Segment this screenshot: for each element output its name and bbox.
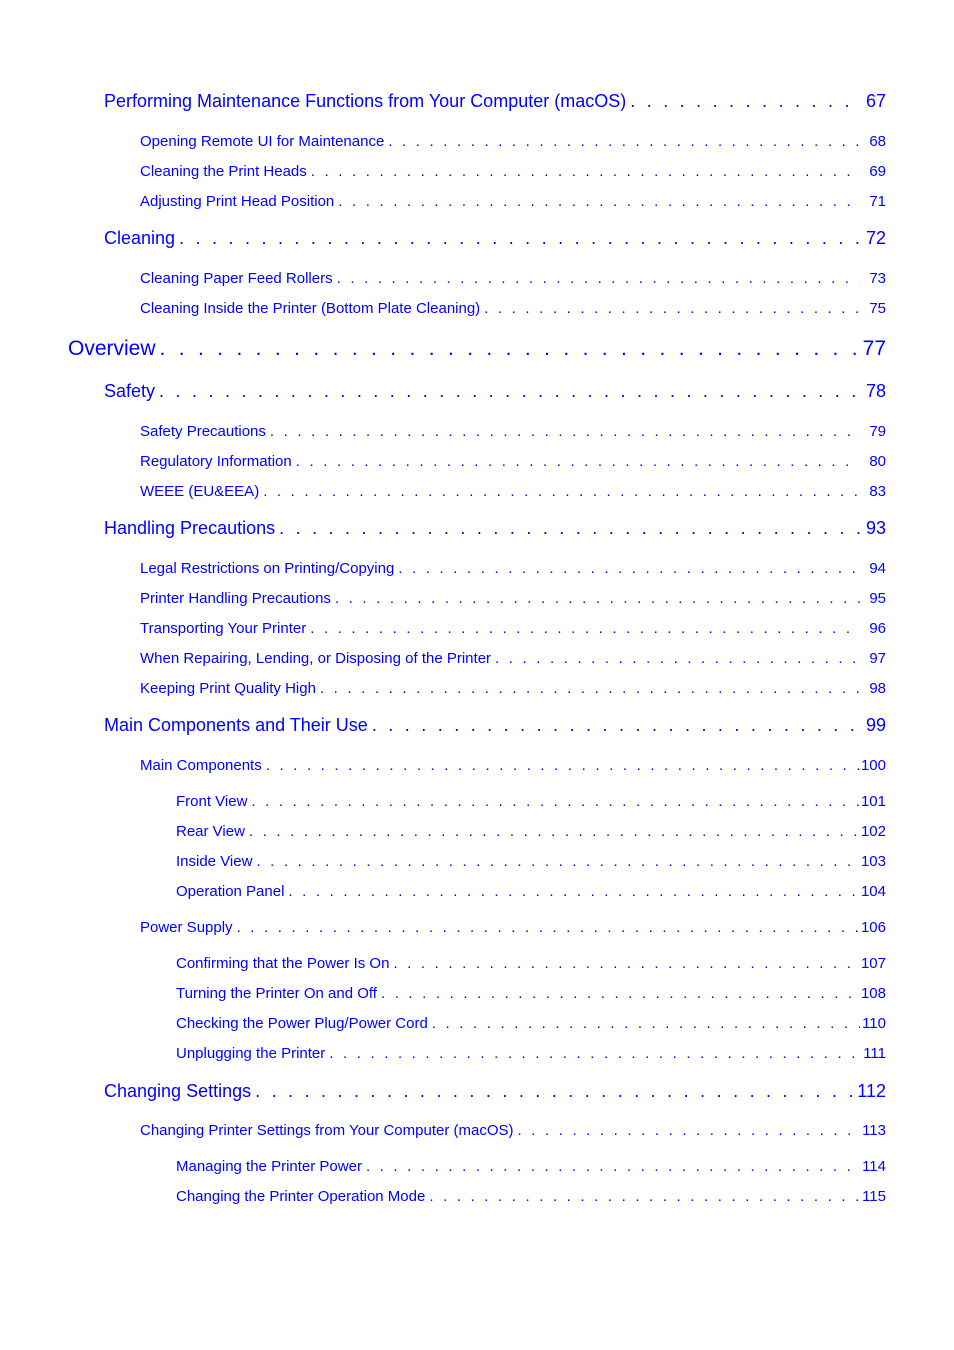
- toc-entry-title: Opening Remote UI for Maintenance: [140, 133, 385, 150]
- toc-entry-page: 79: [869, 423, 886, 440]
- toc-entry-page: 111: [863, 1045, 886, 1062]
- toc-entry-title: Printer Handling Precautions: [140, 590, 331, 607]
- toc-entry[interactable]: [176, 853, 886, 873]
- toc-entry[interactable]: [176, 793, 886, 813]
- toc-entry-title: Power Supply: [140, 919, 233, 936]
- toc-entry[interactable]: [140, 620, 886, 640]
- toc-entry-title: Main Components and Their Use: [104, 715, 368, 735]
- toc-entry-title: Operation Panel: [176, 883, 285, 900]
- toc-entry-title: Legal Restrictions on Printing/Copying: [140, 560, 395, 577]
- toc-entry[interactable]: [140, 757, 886, 777]
- toc-entry[interactable]: [176, 1045, 886, 1065]
- toc-entry-page: 67: [865, 91, 886, 111]
- toc-entry-title: Transporting Your Printer: [140, 620, 307, 637]
- dot-leader: [514, 1122, 861, 1139]
- toc-entry-page: 112: [857, 1081, 886, 1101]
- toc-entry-page: 106: [860, 919, 886, 936]
- dot-leader: [155, 381, 860, 402]
- toc-entry-page: 100: [860, 757, 886, 774]
- toc-entry[interactable]: [140, 423, 886, 443]
- toc-entry-page: 77: [862, 337, 886, 360]
- dot-leader: [275, 518, 860, 539]
- toc-entry-page: 80: [869, 453, 886, 470]
- dot-leader: [307, 163, 860, 180]
- toc-entry[interactable]: [140, 133, 886, 153]
- toc-entry-title: Front View: [176, 793, 248, 810]
- toc-entry[interactable]: [176, 823, 886, 843]
- toc-entry-page: 96: [869, 620, 886, 637]
- toc-entry[interactable]: [140, 163, 886, 183]
- toc-entry[interactable]: [176, 985, 886, 1005]
- toc-entry[interactable]: [140, 680, 886, 700]
- toc-entry[interactable]: [176, 1015, 886, 1035]
- toc-entry-page: 78: [865, 381, 886, 401]
- toc-entry-title: Rear View: [176, 823, 245, 840]
- toc-entry-page: 75: [869, 300, 886, 317]
- dot-leader: [247, 793, 860, 810]
- toc-entry[interactable]: [140, 270, 886, 290]
- dot-leader: [156, 337, 858, 361]
- toc-entry[interactable]: [104, 1081, 886, 1105]
- toc-entry-page: 108: [860, 985, 886, 1002]
- toc-entry-title: Adjusting Print Head Position: [140, 193, 335, 210]
- dot-leader: [491, 650, 860, 667]
- toc-entry[interactable]: [176, 883, 886, 903]
- dot-leader: [394, 560, 860, 577]
- toc-entry[interactable]: [104, 381, 886, 405]
- toc-entry[interactable]: [140, 193, 886, 213]
- toc-entry-page: 83: [869, 483, 886, 500]
- toc-entry-page: 99: [865, 715, 886, 735]
- dot-leader: [252, 853, 860, 870]
- dot-leader: [325, 1045, 860, 1062]
- toc-entry-title: Changing Settings: [104, 1081, 252, 1101]
- dot-leader: [334, 193, 860, 210]
- toc-entry-page: 102: [860, 823, 886, 840]
- toc-entry[interactable]: [104, 518, 886, 542]
- toc-entry-page: 73: [869, 270, 886, 287]
- toc-entry-page: 68: [869, 133, 886, 150]
- dot-leader: [233, 919, 860, 936]
- toc-entry-page: 114: [862, 1158, 886, 1175]
- toc-entry-page: 71: [869, 193, 886, 210]
- toc-entry-title: Keeping Print Quality High: [140, 680, 316, 697]
- toc-entry-title: Cleaning: [104, 228, 176, 248]
- toc-entry-title: Regulatory Information: [140, 453, 292, 470]
- toc-entry-page: 103: [860, 853, 886, 870]
- dot-leader: [316, 680, 860, 697]
- dot-leader: [377, 985, 860, 1002]
- toc-entry-title: Safety Precautions: [140, 423, 266, 440]
- dot-leader: [425, 1188, 860, 1205]
- toc-entry-page: 94: [869, 560, 886, 577]
- toc-entry-title: Overview: [68, 337, 156, 360]
- dot-leader: [626, 91, 860, 112]
- toc-entry-title: Changing Printer Settings from Your Computer (macOS): [140, 1122, 514, 1139]
- toc-entry-page: 95: [869, 590, 886, 607]
- toc-entry-title: Managing the Printer Power: [176, 1158, 362, 1175]
- toc-entry-title: WEEE (EU&EEA): [140, 483, 260, 500]
- toc-entry[interactable]: [140, 1122, 886, 1142]
- dot-leader: [259, 483, 860, 500]
- dot-leader: [389, 955, 860, 972]
- toc-entry[interactable]: [104, 715, 886, 739]
- toc-entry-page: 110: [862, 1015, 886, 1032]
- toc-entry[interactable]: [140, 483, 886, 503]
- toc-entry-title: Cleaning the Print Heads: [140, 163, 307, 180]
- toc-entry[interactable]: [104, 228, 886, 252]
- toc-entry-title: Safety: [104, 381, 156, 401]
- toc-entry[interactable]: [176, 1158, 886, 1178]
- toc-entry[interactable]: [140, 453, 886, 473]
- toc-entry[interactable]: [104, 91, 886, 115]
- toc-entry[interactable]: [140, 590, 886, 610]
- dot-leader: [284, 883, 860, 900]
- toc-entry[interactable]: [68, 337, 886, 363]
- toc-entry[interactable]: [140, 650, 886, 670]
- dot-leader: [306, 620, 860, 637]
- toc-entry-page: 101: [860, 793, 886, 810]
- dot-leader: [245, 823, 860, 840]
- toc-entry-page: 97: [869, 650, 886, 667]
- toc-entry-title: Performing Maintenance Functions from Your Computer (macOS): [104, 91, 627, 111]
- toc-entry-title: Turning the Printer On and Off: [176, 985, 377, 1002]
- dot-leader: [331, 590, 860, 607]
- dot-leader: [292, 453, 860, 470]
- toc-entry-page: 113: [862, 1122, 886, 1139]
- dot-leader: [368, 715, 860, 736]
- dot-leader: [251, 1081, 857, 1102]
- dot-leader: [262, 757, 860, 774]
- toc-entry-title: Changing the Printer Operation Mode: [176, 1188, 426, 1205]
- toc-entry-title: Handling Precautions: [104, 518, 276, 538]
- toc-entry-title: Main Components: [140, 757, 262, 774]
- toc-entry-page: 107: [860, 955, 886, 972]
- dot-leader: [333, 270, 860, 287]
- toc-entry-title: Cleaning Paper Feed Rollers: [140, 270, 333, 287]
- dot-leader: [362, 1158, 860, 1175]
- dot-leader: [480, 300, 860, 317]
- dot-leader: [266, 423, 860, 440]
- toc-entry[interactable]: [140, 300, 886, 320]
- toc-entry-title: Confirming that the Power Is On: [176, 955, 390, 972]
- toc-entry[interactable]: [176, 1188, 886, 1208]
- toc-entry-title: Inside View: [176, 853, 253, 870]
- dot-leader: [384, 133, 860, 150]
- toc-entry[interactable]: [176, 955, 886, 975]
- toc-entry[interactable]: [140, 560, 886, 580]
- toc-entry-page: 72: [865, 228, 886, 248]
- toc-entry-title: When Repairing, Lending, or Disposing of the Printer: [140, 650, 492, 667]
- toc-entry-page: 104: [860, 883, 886, 900]
- toc-entry[interactable]: [140, 919, 886, 939]
- dot-leader: [175, 228, 860, 249]
- toc-entry-title: Checking the Power Plug/Power Cord: [176, 1015, 428, 1032]
- toc-entry-title: Unplugging the Printer: [176, 1045, 326, 1062]
- toc-entry-page: 69: [869, 163, 886, 180]
- dot-leader: [428, 1015, 860, 1032]
- toc-entry-page: 115: [862, 1188, 886, 1205]
- toc-entry-title: Cleaning Inside the Printer (Bottom Plate Cleaning): [140, 300, 481, 317]
- toc-entry-page: 98: [869, 680, 886, 697]
- toc-entry-page: 93: [865, 518, 886, 538]
